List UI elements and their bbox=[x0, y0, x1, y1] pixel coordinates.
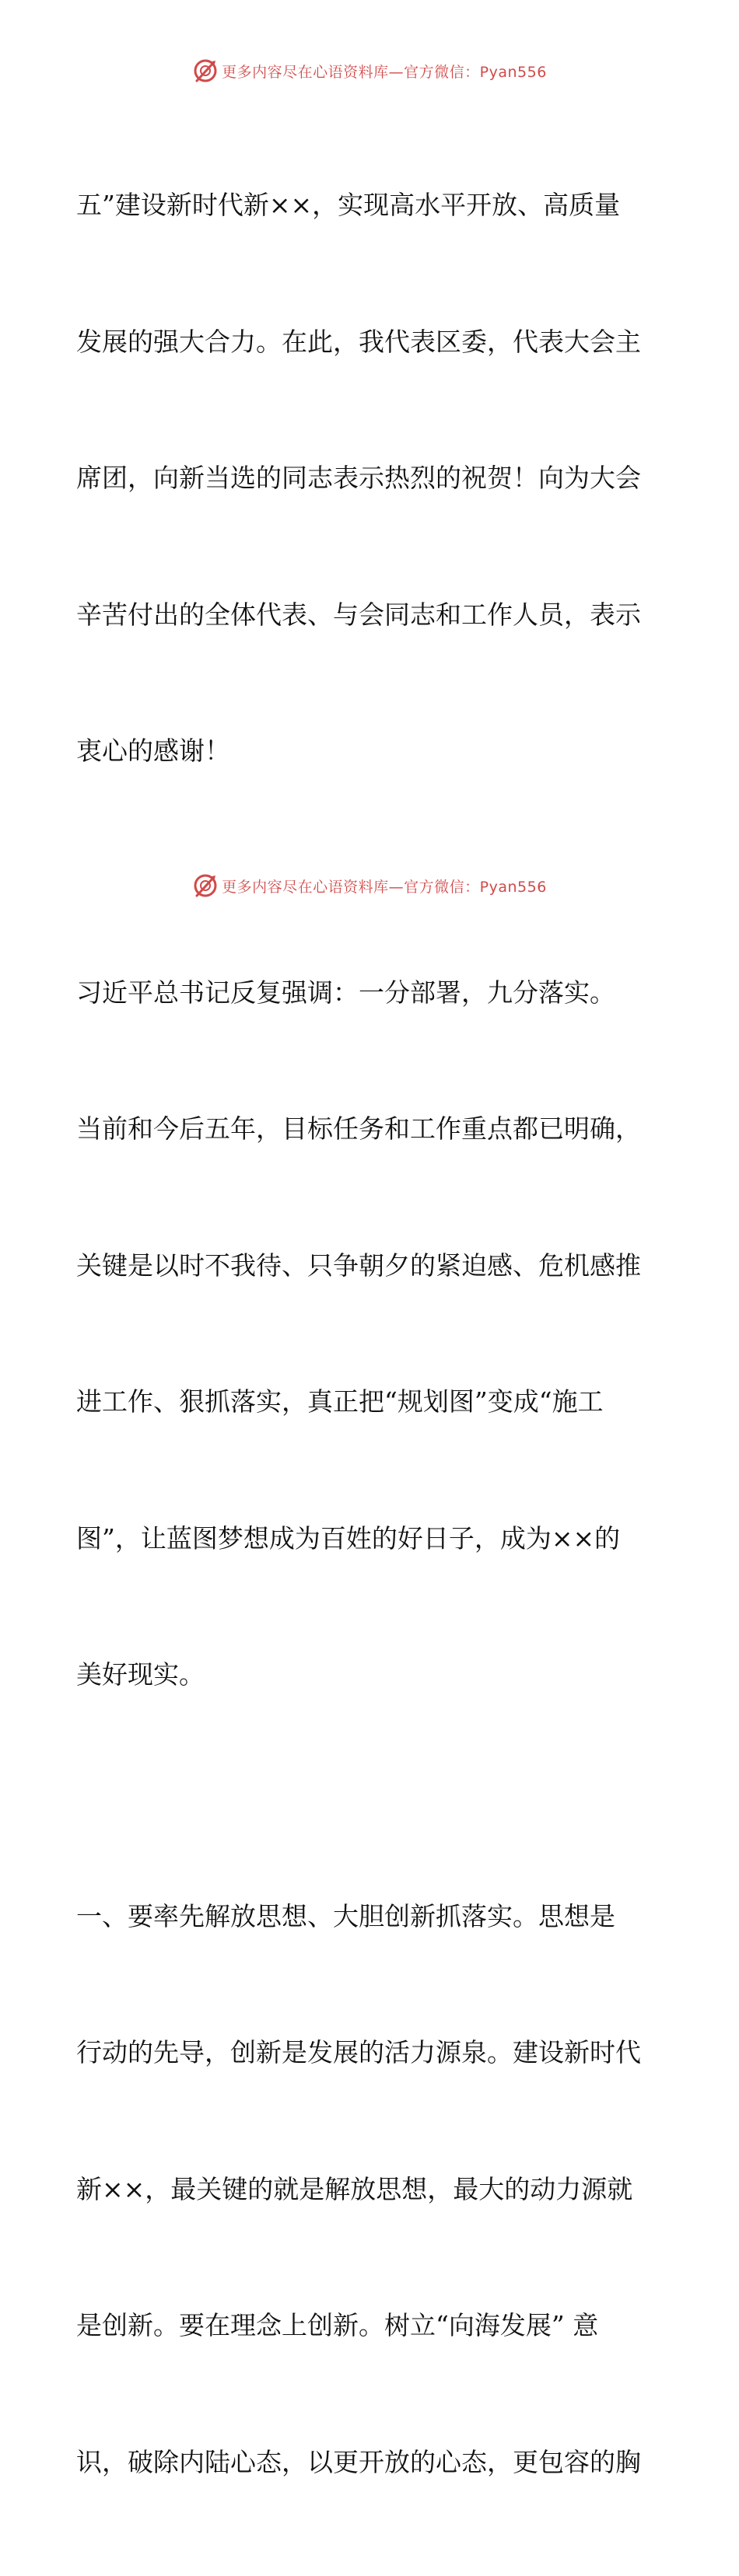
text-line: 习近平总书记反复强调：一分部署，九分落实。 bbox=[76, 970, 667, 1016]
text-line: 辛苦付出的全体代表、与会同志和工作人员，表示 bbox=[76, 592, 667, 638]
text-line: 行动的先导，创新是发展的活力源泉。建设新时代 bbox=[76, 2030, 667, 2076]
watermark-text: 更多内容尽在心语资料库—官方微信：Pyan556 bbox=[222, 876, 547, 897]
paragraph-1 bbox=[76, 92, 667, 865]
text-line: 五”建设新时代新××，实现高水平开放、高质量 bbox=[76, 183, 667, 229]
watermark-text: 更多内容尽在心语资料库—官方微信：Pyan556 bbox=[222, 61, 547, 82]
quill-logo-icon bbox=[192, 58, 219, 84]
document-page bbox=[0, 0, 739, 956]
footer-watermark bbox=[0, 870, 739, 901]
text-line: 识，破除内陆心态，以更开放的心态，更包容的胸 bbox=[76, 2440, 667, 2486]
text-line: 进工作、狠抓落实，真正把“规划图”变成“施工 bbox=[76, 1379, 667, 1425]
document-body bbox=[76, 92, 667, 2576]
text-line: 新××，最关键的就是解放思想，最大的动力源就 bbox=[76, 2167, 667, 2213]
header-watermark bbox=[0, 55, 739, 86]
text-line: 美好现实。 bbox=[76, 1652, 667, 1698]
text-line: 席团，向新当选的同志表示热烈的祝贺！向为大会 bbox=[76, 456, 667, 502]
text-line: 图”，让蓝图梦想成为百姓的好日子，成为××的 bbox=[76, 1516, 667, 1562]
text-line: 一、要率先解放思想、大胆创新抓落实。思想是 bbox=[76, 1894, 667, 1940]
text-line: 关键是以时不我待、只争朝夕的紧迫感、危机感推 bbox=[76, 1243, 667, 1289]
text-line: 衷心的感谢！ bbox=[76, 729, 667, 774]
quill-logo-icon bbox=[192, 872, 219, 899]
paragraph-3 bbox=[76, 1803, 667, 2576]
text-line: 是创新。要在理念上创新。树立“向海发展” 意 bbox=[76, 2303, 667, 2349]
text-line: 发展的强大合力。在此，我代表区委，代表大会主 bbox=[76, 320, 667, 365]
text-line: 当前和今后五年，目标任务和工作重点都已明确， bbox=[76, 1106, 667, 1152]
paragraph-2 bbox=[76, 879, 667, 1789]
paragraph-gap bbox=[76, 1789, 667, 1803]
